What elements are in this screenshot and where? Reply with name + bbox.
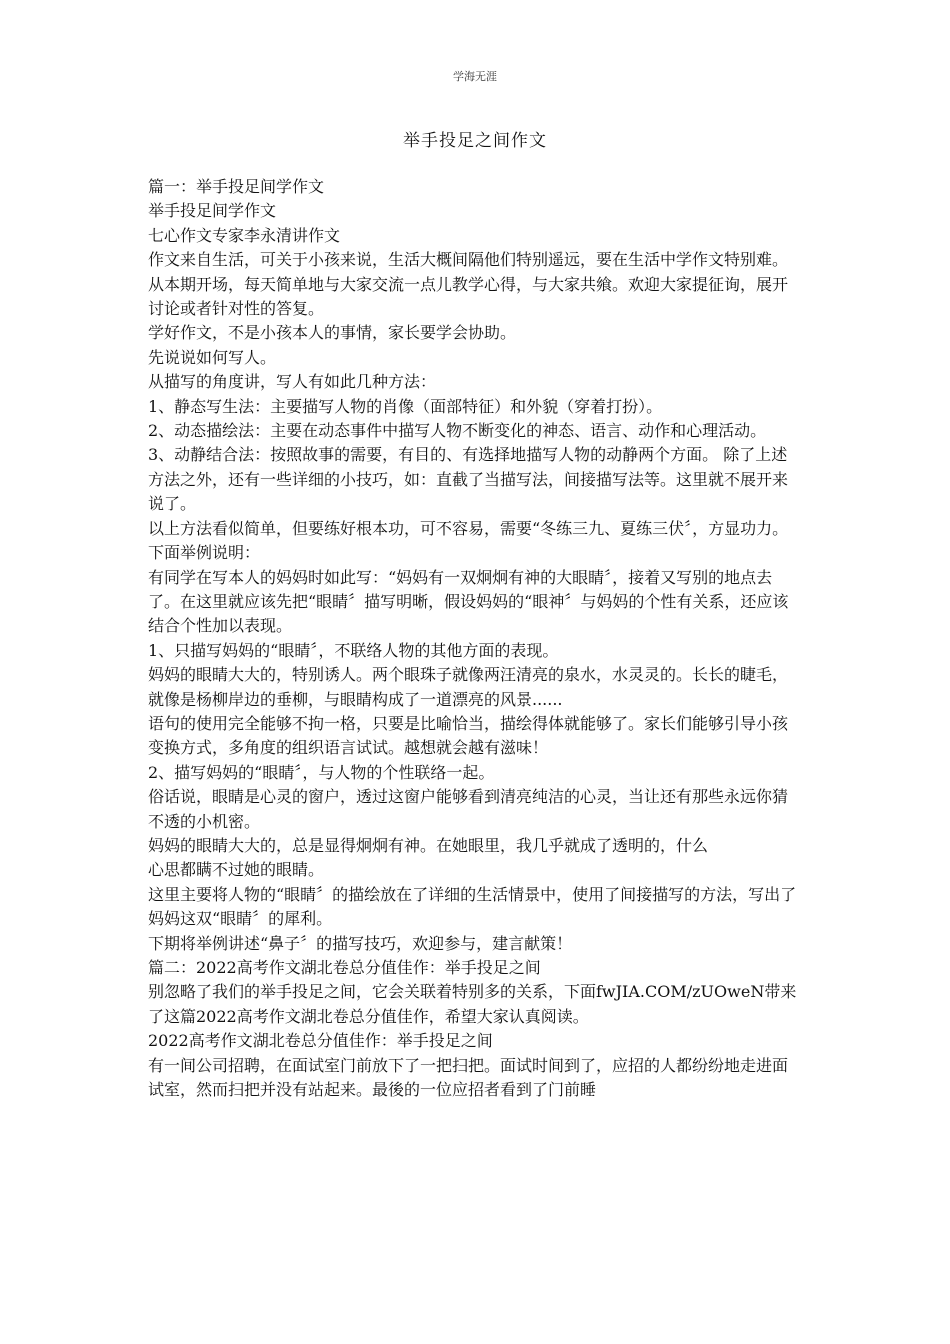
paragraph: 这里主要将人物的“眼睛〞的描绘放在了详细的生活情景中，使用了间接描写的方法，写出了妈妈这双“眼睛〞的犀利。: [148, 884, 797, 929]
paragraph: 妈妈的眼睛大大的，特别诱人。两个眼珠子就像两汪清亮的泉水，水灵灵的。长长的睫毛，就像是杨柳岸边的垂柳，与眼睛构成了一道漂亮的风景......: [148, 665, 789, 709]
page-header-watermark: 学海无涯: [453, 70, 497, 83]
paragraph: 举手投足间学作文: [148, 201, 277, 221]
paragraph: 别忽略了我们的举手投足之间，它会关联着特别多的关系，下面fwJIA.COM/zUOweN带来了这篇2022高考作文湖北卷总分值佳作，希望大家认真阅读。: [148, 982, 797, 1026]
paragraph: 从描写的角度讲，写人有如此几种方法：: [148, 372, 437, 392]
paragraph: 下期将举例讲述“鼻子〞的描写技巧，欢迎参与，建言献策！: [148, 933, 573, 953]
paragraph: 2、动态描绘法：主要在动态事件中描写人物不断变化的神态、语言、动作和心理活动。: [148, 421, 767, 441]
paragraph: 2、描写妈妈的“眼睛〞，与人物的个性联络一起。: [148, 762, 495, 782]
paragraph: 以上方法看似简单，但要练好根本功，可不容易，需要“冬练三九、夏练三伏〞，方显功力。: [148, 518, 789, 538]
document-title: 举手投足之间作文: [403, 131, 547, 151]
paragraph: 3、动静结合法：按照故事的需要，有目的、有选择地描写人物的动静两个方面。 除了上述方法之外，还有一些详细的小技巧，如：直截了当描写法，间接描写法等。这里就不展开来说了。: [148, 445, 789, 514]
paragraph: 作文来自生活，可关于小孩来说，生活大概间隔他们特别遥远，要在生活中学作文特别难。从本期开场，每天简单地与大家交流一点儿教学心得，与大家共飨。欢迎大家提征询，展开讨论或者针对性的答复。: [148, 250, 789, 319]
paragraph: 1、只描写妈妈的“眼睛〞，不联络人物的其他方面的表现。: [148, 640, 559, 660]
document-body: [148, 175, 803, 1102]
paragraph: 俗话说，眼睛是心灵的窗户，透过这窗户能够看到清亮纯洁的心灵，当让还有那些永远你猜不透的小机密。: [148, 787, 789, 831]
paragraph: 七心作文专家李永清讲作文: [148, 225, 341, 245]
paragraph: 先说说如何写人。: [148, 347, 277, 367]
paragraph: 下面举例说明：: [148, 543, 261, 563]
paragraph: 篇一：举手投足间学作文: [148, 177, 325, 196]
paragraph: 2022高考作文湖北卷总分值佳作：举手投足之间: [148, 1031, 493, 1051]
paragraph: 有一间公司招聘，在面试室门前放下了一把扫把。面试时间到了，应招的人都纷纷地走进面试室，然而扫把并没有站起来。最後的一位应招者看到了门前睡: [148, 1055, 789, 1100]
paragraph: 心思都瞒不过她的眼睛。: [148, 860, 325, 880]
paragraph: 语句的使用完全能够不拘一格，只要是比喻恰当，描绘得体就能够了。家长们能够引导小孩变换方式，多角度的组织语言试试。越想就会越有滋味！: [148, 713, 789, 758]
paragraph: 篇二：2022高考作文湖北卷总分值佳作：举手投足之间: [148, 958, 541, 977]
paragraph: 有同学在写本人的妈妈时如此写：“妈妈有一双炯炯有神的大眼睛〞，接着又写别的地点去了。在这里就应该先把“眼睛〞描写明晰，假设妈妈的“眼神〞与妈妈的个性有关系，还应该结合个性加以表现。: [148, 567, 789, 636]
paragraph: 妈妈的眼睛大大的，总是显得炯炯有神。在她眼里，我几乎就成了透明的，什么: [148, 835, 709, 855]
paragraph: 1、静态写生法：主要描写人物的肖像（面部特征）和外貌（穿着打扮）。: [148, 396, 663, 416]
paragraph: 学好作文，不是小孩本人的事情，家长要学会协助。: [148, 323, 517, 343]
